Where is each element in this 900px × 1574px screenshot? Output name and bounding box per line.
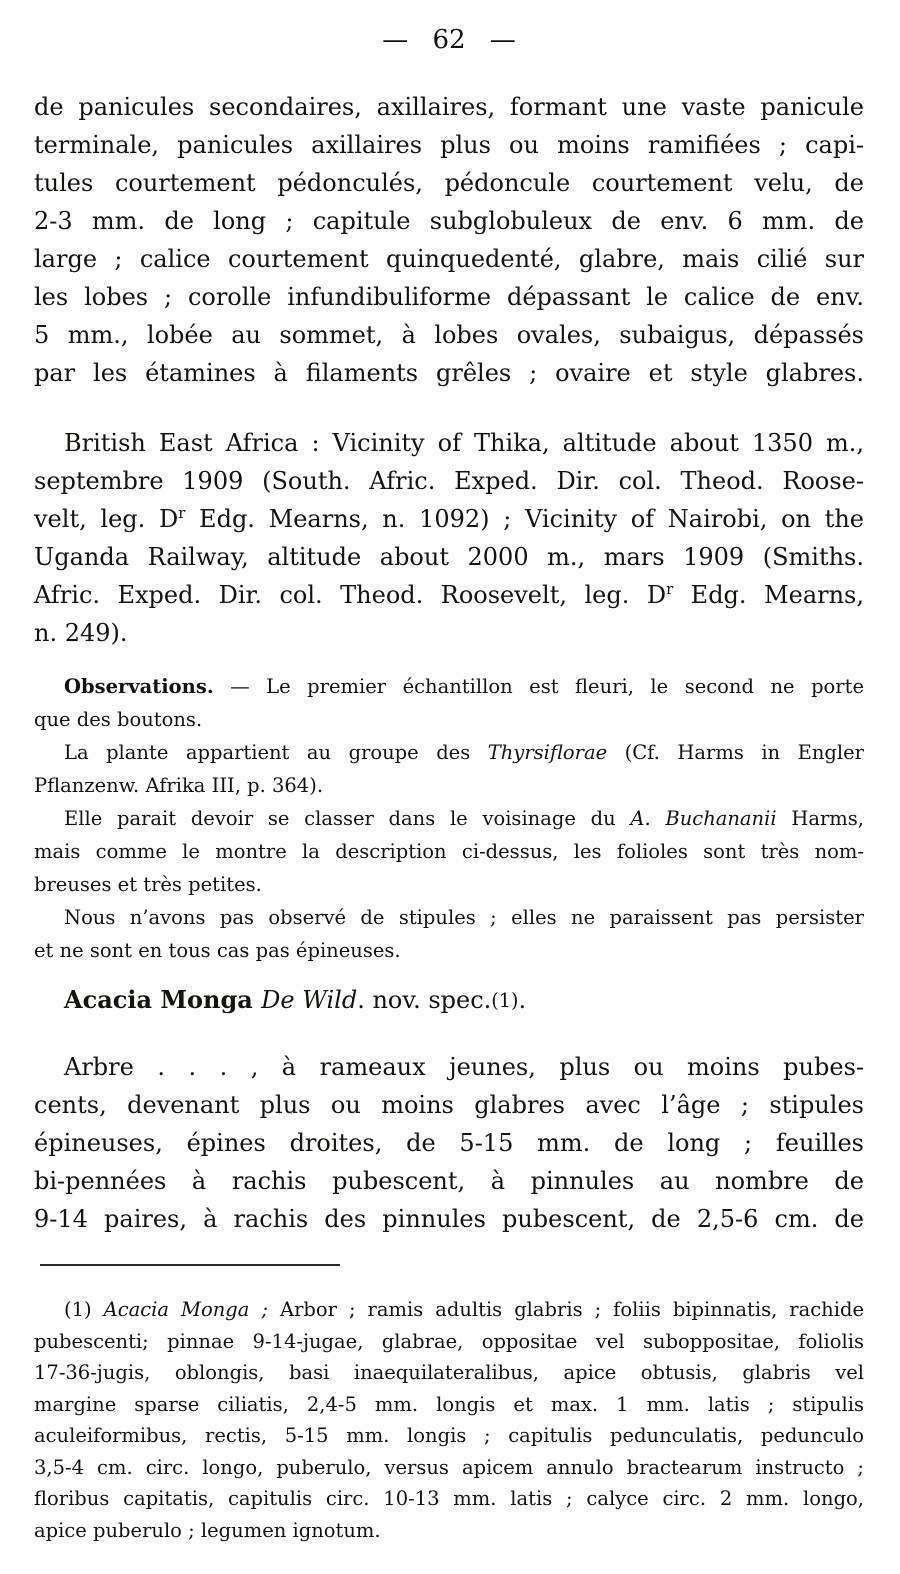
- text-line: floribus capitatis, capitulis circ. 10-13 mm. latis ; calyce circ. 2 mm. longo,: [34, 1487, 864, 1510]
- text-line: Pflanzenw. Afrika III, p. 364).: [34, 774, 324, 797]
- text-line: épineuses, épines droites, de 5-15 mm. de long ; feuilles: [34, 1129, 864, 1157]
- text-line: 17-36-jugis, oblongis, basi inaequilateralibus, apice obtusis, glabris vel: [34, 1361, 864, 1384]
- paragraph-species-description: [34, 88, 864, 392]
- text-line: terminale, panicules axillaires plus ou moins ramifiées ; capi-: [34, 131, 864, 159]
- text-line: apice puberulo ; legumen ignotum.: [34, 1518, 381, 1542]
- text-line: 9-14 paires, à rachis des pinnules pubescent, de 2,5-6 cm. de: [34, 1205, 864, 1233]
- text-line: Nous n’avons pas observé de stipules ; elles ne paraissent pas persister: [64, 906, 864, 929]
- paragraph-arbre-description: [34, 1048, 864, 1238]
- text-line: n. 249).: [34, 619, 128, 647]
- text-line: 5 mm., lobée au sommet, à lobes ovales, subaigus, dépassés: [34, 321, 864, 349]
- paragraph-localities: [34, 424, 864, 652]
- observations-paragraph-2: [34, 736, 864, 802]
- text-line: 3,5-4 cm. circ. longo, puberulo, versus apicem annulo bractearum instructo ;: [34, 1455, 864, 1479]
- species-heading: [34, 981, 864, 1020]
- text-line: et ne sont en tous cas pas épineuses.: [34, 939, 401, 962]
- text-line: cents, devenant plus ou moins glabres avec l’âge ; stipules: [34, 1091, 864, 1119]
- text-line: La plante appartient au groupe des Thyrsiflorae (Cf. Harms in Engler: [64, 741, 864, 764]
- text-line: Afric. Exped. Dir. col. Theod. Roosevelt, leg. $D^r$ Edg. Mearns,: [34, 580, 865, 609]
- text-line: Acacia Monga De Wild. nov. spec.(1).: [64, 985, 527, 1014]
- page-number: — 62 —: [382, 25, 516, 55]
- text-line: breuses et très petites.: [34, 873, 262, 896]
- text-line: pubescenti; pinnae 9-14-jugae, glabrae, oppositae vel suboppositae, foliolis: [34, 1329, 864, 1353]
- observations-paragraph-4: [34, 901, 864, 967]
- text-line: aculeiformibus, rectis, 5-15 mm. longis ; capitulis pedunculatis, pedunculo: [34, 1424, 864, 1447]
- text-line: que des boutons.: [34, 708, 203, 731]
- text-line: par les étamines à filaments grêles ; ovaire et style glabres.: [34, 359, 864, 387]
- text-line: bi-pennées à rachis pubescent, à pinnules au nombre de: [34, 1167, 864, 1195]
- footnote-separator-rule: [40, 1264, 340, 1266]
- text-line: 2-3 mm. de long ; capitule subglobuleux de env. 6 mm. de: [34, 207, 864, 235]
- text-line: les lobes ; corolle infundibuliforme dépassant le calice de env.: [34, 283, 864, 311]
- observations-paragraph-3: [34, 802, 864, 901]
- text-line: large ; calice courtement quinquedenté, glabre, mais cilié sur: [34, 245, 864, 273]
- observations-paragraph-1: [34, 670, 864, 736]
- text-line: septembre 1909 (South. Afric. Exped. Dir. col. Theod. Roose-: [34, 467, 864, 495]
- text-line: Uganda Railway, altitude about 2000 m., mars 1909 (Smiths.: [34, 543, 864, 571]
- text-line: velt, leg. $D^r$ Edg. Mearns, n. 1092) ; Vicinity of Nairobi, on the: [34, 504, 864, 533]
- text-line: Arbre . . . , à rameaux jeunes, plus ou moins pubes-: [64, 1053, 864, 1081]
- text-line: margine sparse ciliatis, 2,4-5 mm. longis et max. 1 mm. latis ; stipulis: [34, 1392, 864, 1416]
- text-line: de panicules secondaires, axillaires, formant une vaste panicule: [34, 93, 864, 121]
- text-line: Elle parait devoir se classer dans le voisinage du A. Buchananii Harms,: [64, 807, 864, 830]
- text-line: tules courtement pédonculés, pédoncule courtement velu, de: [34, 169, 864, 197]
- text-line: mais comme le montre la description ci-dessus, les folioles sont très nom-: [34, 840, 864, 863]
- footnote-latin-diagnosis: [34, 1294, 864, 1546]
- text-line: Observations. — Le premier échantillon est fleuri, le second ne porte: [64, 675, 864, 698]
- text-line: (1) Acacia Monga ; Arbor ; ramis adultis glabris ; foliis bipinnatis, rachide: [64, 1298, 864, 1321]
- text-line: British East Africa : Vicinity of Thika, altitude about 1350 m.,: [64, 429, 864, 457]
